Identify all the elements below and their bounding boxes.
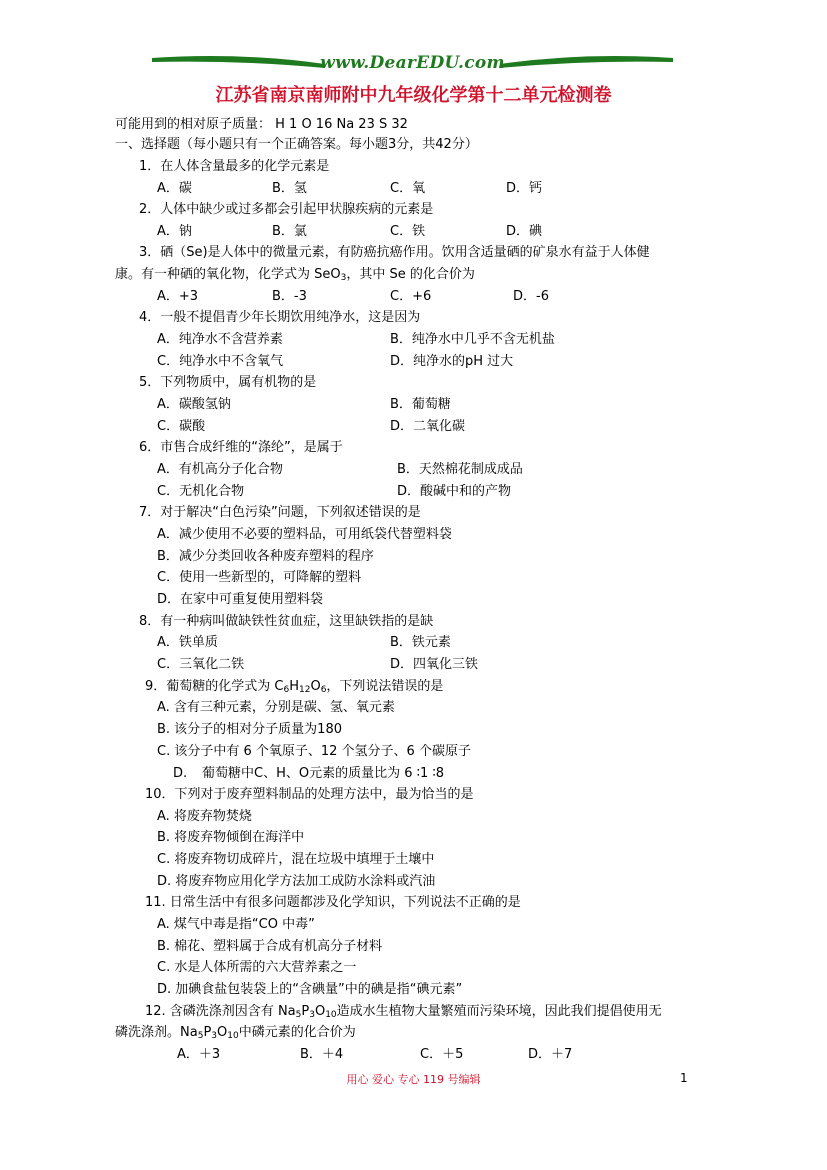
question-stem: 9．葡萄糖的化学式为 $C_6H_{12}O_6$，下列说法错误的是 [145, 679, 444, 695]
option-d: D．＋7 [528, 1047, 573, 1062]
question-stem: 2．人体中缺少或过多都会引起甲状腺疾病的元素是 [139, 202, 434, 217]
option-b: B．-3 [272, 289, 307, 304]
question-stem: 7．对于解决“白色污染”问题，下列叙述错误的是 [139, 505, 421, 520]
question-stem: 12. 含磷洗涤剂因含有 $Na_5P_3O_{10}$造成水生植物大量繁殖而污染环境，因此我们提倡使用无 [145, 1004, 662, 1020]
option-c: C. 水是人体所需的六大营养素之一 [157, 960, 357, 975]
question-stem: 11. 日常生活中有很多问题都涉及化学知识，下列说法不正确的是 [145, 895, 521, 910]
question-stem: 4．一般不提倡青少年长期饮用纯净水，这是因为 [139, 310, 421, 325]
question-stem: 8．有一种病叫做缺铁性贫血症，这里缺铁指的是缺 [139, 614, 434, 629]
option-d: D．酸碱中和的产物 [397, 484, 512, 499]
option-a: A．纯净水不含营养素 [157, 332, 283, 347]
page-title: 江苏省南京南师附中九年级化学第十二单元检测卷 [215, 85, 612, 106]
option-d: D．-6 [513, 289, 549, 304]
option-c: C. 将废弃物切成碎片，混在垃圾中填埋于土壤中 [157, 852, 435, 867]
option-b: B．减少分类回收各种废弃塑料的程序 [157, 549, 374, 564]
question-stem: 6．市售合成纤维的“涤纶”，是属于 [139, 440, 343, 455]
option-a: A. 含有三种元素，分别是碳、氢、氧元素 [157, 700, 395, 715]
atomic-mass-line: 可能用到的相对原子质量： H 1 O 16 Na 23 S 32 [115, 117, 408, 132]
option-a: A．＋3 [177, 1047, 221, 1062]
question-stem: 3．硒（Se)是人体中的微量元素，有防癌抗癌作用。饮用含适量硒的矿泉水有益于人体健 [139, 245, 650, 260]
page-number: 1 [680, 1071, 688, 1085]
option-c: C．纯净水中不含氧气 [157, 354, 284, 369]
option-a: A．减少使用不必要的塑料品，可用纸袋代替塑料袋 [157, 527, 452, 542]
option-a: A. 将废弃物焚烧 [157, 809, 252, 824]
option-c: C．碳酸 [157, 419, 206, 434]
page-footer: 用心 爱心 专心 119 号编辑 [346, 1073, 481, 1086]
section-heading: 一、选择题（每小题只有一个正确答案。每小题3分，共42分） [115, 137, 478, 152]
question-stem: 10．下列对于废弃塑料制品的处理方法中，最为恰当的是 [145, 787, 474, 802]
option-b: B．＋4 [300, 1047, 344, 1062]
option-b: B．氢 [272, 181, 307, 196]
banner-site-text[interactable]: www.DearEDU.com [320, 53, 505, 73]
option-c: C．无机化合物 [157, 484, 245, 499]
option-a: A．碳 [157, 181, 192, 196]
option-b: B. 棉花、塑料属于合成有机高分子材料 [157, 939, 383, 954]
option-c: C．+6 [390, 289, 432, 304]
option-d-label: D. [173, 766, 188, 781]
question-stem-continued: 磷洗涤剂。$Na_5P_3O_{10}$中磷元素的化合价为 [115, 1025, 356, 1041]
option-b: B．纯净水中几乎不含无机盐 [390, 332, 555, 347]
option-d: D．二氧化碳 [390, 419, 466, 434]
question-stem-continued: 康。有一种硒的氧化物，化学式为 SeO$_3$，其中 Se 的化合价为 [115, 267, 475, 283]
option-a: A．钠 [157, 224, 192, 239]
option-a: A．铁单质 [157, 635, 218, 650]
option-c: C．三氧化二铁 [157, 657, 245, 672]
option-b: B．铁元素 [390, 635, 451, 650]
site-banner [150, 50, 675, 78]
question-stem: 1．在人体含量最多的化学元素是 [139, 159, 330, 174]
option-b: B．葡萄糖 [390, 397, 451, 412]
option-d: D．碘 [506, 224, 543, 239]
option-a: A．有机高分子化合物 [157, 462, 283, 477]
option-c: C．＋5 [420, 1047, 464, 1062]
option-b: B．氯 [272, 224, 307, 239]
option-d: D．钙 [506, 181, 543, 196]
option-d: D．四氧化三铁 [390, 657, 479, 672]
option-c: C. 该分子中有 6 个氧原子、12 个氢分子、6 个碳原子 [157, 744, 471, 759]
option-d: D．在家中可重复使用塑料袋 [157, 592, 324, 607]
option-d: D．纯净水的pH 过大 [390, 354, 514, 369]
option-c: C．铁 [390, 224, 426, 239]
option-a: A．+3 [157, 289, 199, 304]
option-b: B. 将废弃物倾倒在海洋中 [157, 830, 305, 845]
option-b: B．天然棉花制成成品 [397, 462, 523, 477]
option-d: D. 将废弃物应用化学方法加工成防水涂料或汽油 [157, 874, 436, 889]
option-a: A．碳酸氢钠 [157, 397, 231, 412]
option-c: C．氧 [390, 181, 426, 196]
option-a: A. 煤气中毒是指“CO 中毒” [157, 917, 315, 932]
option-b: B. 该分子的相对分子质量为180 [157, 722, 342, 737]
option-d: D. 加碘食盐包装袋上的“含碘量”中的碘是指“碘元素” [157, 982, 463, 997]
option-d: 葡萄糖中C、H、O元素的质量比为 6 ∶1 ∶8 [202, 766, 445, 781]
option-c: C．使用一些新型的，可降解的塑料 [157, 570, 362, 585]
question-stem: 5．下列物质中，属有机物的是 [139, 375, 317, 390]
